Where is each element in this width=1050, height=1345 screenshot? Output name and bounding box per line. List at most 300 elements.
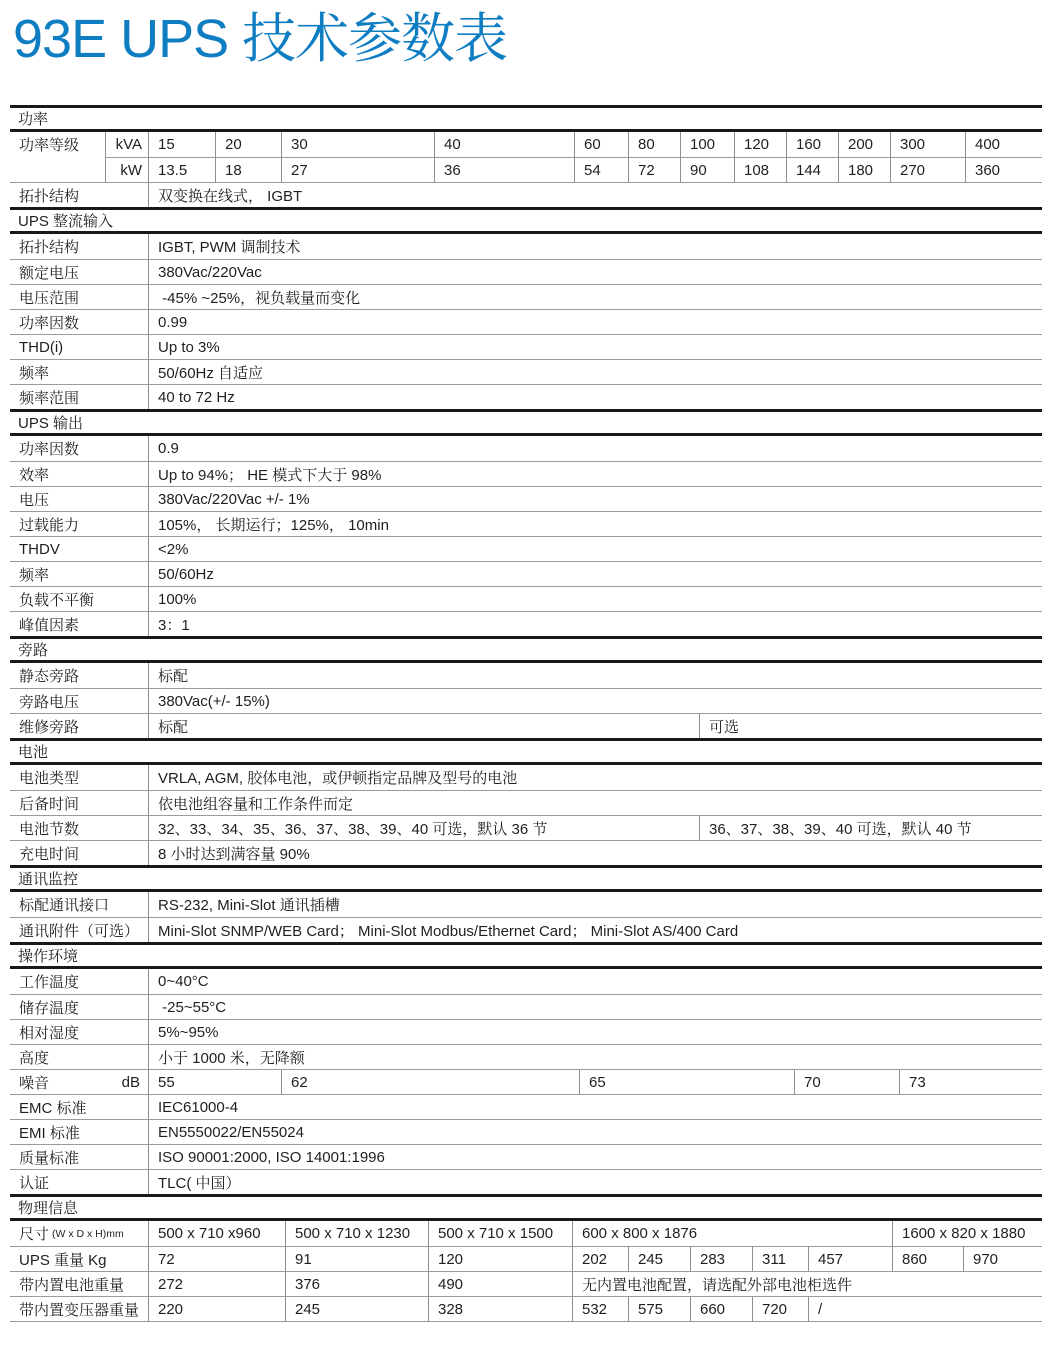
table-cell <box>215 157 281 182</box>
cell-text: IEC61000-4 <box>158 1098 239 1116</box>
table-row <box>10 284 1042 309</box>
cell-text: 质量标准 <box>19 1149 80 1167</box>
cell-text: IGBT, PWM 调制技术 <box>158 239 301 256</box>
section-header: 功率 <box>10 105 1042 132</box>
section-header: UPS 输出 <box>10 409 1042 436</box>
table-cell <box>148 384 1042 409</box>
table-row <box>10 892 1042 917</box>
table-row <box>10 1246 1042 1271</box>
table-cell <box>148 790 1042 815</box>
table-row <box>10 1044 1042 1069</box>
row-label <box>10 1069 148 1094</box>
cell-text: 600 x 800 x 1876 <box>582 1225 698 1242</box>
row-label <box>10 1246 148 1271</box>
row-label <box>10 840 148 865</box>
cell-text: 工作温度 <box>19 974 80 991</box>
table-section <box>10 738 1042 865</box>
table-row <box>10 815 1042 840</box>
section-header: 通讯监控 <box>10 865 1042 892</box>
table-row <box>10 536 1042 561</box>
table-cell <box>808 1296 1042 1321</box>
table-cell <box>892 1246 963 1271</box>
table-cell <box>680 157 734 182</box>
cell-text: 静态旁路 <box>19 668 80 685</box>
cell-text: 120 <box>438 1250 464 1268</box>
table-cell <box>808 1246 892 1271</box>
cell-text: 后备时间 <box>19 795 80 813</box>
table-cell <box>148 1271 285 1296</box>
row-label <box>10 486 148 511</box>
cell-text: 电池类型 <box>19 770 80 787</box>
cell-text: 双变换在线式， IGBT <box>158 187 303 205</box>
cell-text: 27 <box>291 161 308 179</box>
cell-text: 36 <box>444 161 461 179</box>
cell-text: 380Vac(+/- 15%) <box>158 692 270 710</box>
cell-text: 55 <box>158 1073 175 1091</box>
table-cell <box>963 1246 1042 1271</box>
table-cell <box>148 1069 281 1094</box>
table-cell <box>148 157 215 182</box>
cell-text: 电压 <box>19 491 50 509</box>
row-label <box>10 1271 148 1296</box>
cell-text: 245 <box>295 1300 321 1318</box>
cell-text: 依电池组容量和工作条件而定 <box>158 795 354 813</box>
row-label <box>10 1094 148 1119</box>
table-cell <box>699 815 1042 840</box>
table-cell <box>285 1296 428 1321</box>
table-row <box>10 1221 1042 1246</box>
row-label <box>10 309 148 334</box>
cell-text: 270 <box>900 161 926 179</box>
cell-text: -45% ~25%，视负载量而变化 <box>158 289 361 307</box>
table-cell <box>148 1094 1042 1119</box>
table-cell <box>148 1169 1042 1194</box>
cell-text: 32、33、34、35、36、37、38、39、40 可选，默认 36 节 <box>158 820 548 838</box>
cell-text: 旁路电压 <box>19 693 80 711</box>
cell-text: 3：1 <box>158 616 190 634</box>
cell-text: 120 <box>744 136 770 153</box>
cell-text: 490 <box>438 1275 464 1293</box>
cell-text: 充电时间 <box>19 845 80 863</box>
cell-text: 220 <box>158 1300 184 1318</box>
table-cell <box>890 157 965 182</box>
cell-text: 噪音 <box>19 1074 50 1092</box>
cell-text: 54 <box>584 161 601 179</box>
table-row <box>10 1069 1042 1094</box>
table-cell <box>690 1246 752 1271</box>
table-cell <box>838 132 890 157</box>
table-cell <box>734 132 786 157</box>
cell-text: 72 <box>158 1250 175 1268</box>
cell-text: 100 <box>690 136 716 153</box>
cell-text: 100% <box>158 590 197 608</box>
cell-text: 负载不平衡 <box>19 591 95 609</box>
table-row <box>10 1019 1042 1044</box>
cell-text: 90 <box>690 161 707 179</box>
cell-text: 532 <box>582 1300 608 1318</box>
table-section <box>10 105 1042 207</box>
cell-text: 20 <box>225 136 242 153</box>
table-row <box>10 359 1042 384</box>
cell-text: Mini-Slot SNMP/WEB Card； Mini-Slot Modbus/Ethernet Card； Mini-Slot AS/400 Card <box>158 922 739 940</box>
table-cell <box>148 765 1042 790</box>
cell-text: 频率范围 <box>19 389 80 407</box>
row-label <box>10 663 148 688</box>
row-label <box>10 969 148 994</box>
table-cell <box>690 1296 752 1321</box>
cell-text: 108 <box>744 161 770 179</box>
table-cell <box>794 1069 899 1094</box>
table-row <box>10 511 1042 536</box>
table-cell <box>899 1069 1042 1094</box>
table-cell <box>148 486 1042 511</box>
table-cell <box>148 1296 285 1321</box>
row-label <box>10 436 148 461</box>
cell-text: EN5550022/EN55024 <box>158 1123 304 1141</box>
spec-table <box>10 105 1042 1322</box>
cell-text: 5%~95% <box>158 1023 219 1041</box>
table-cell <box>148 561 1042 586</box>
table-cell <box>752 1246 808 1271</box>
table-row <box>10 436 1042 461</box>
table-section <box>10 409 1042 636</box>
row-label <box>10 611 148 636</box>
row-label <box>10 259 148 284</box>
cell-text: 带内置变压器重量 <box>19 1301 140 1319</box>
row-label <box>10 132 105 157</box>
cell-text: 功率等级 <box>19 137 80 154</box>
table-row <box>10 1119 1042 1144</box>
cell-text: 72 <box>638 161 655 179</box>
row-label <box>10 511 148 536</box>
row-label <box>10 765 148 790</box>
row-label <box>10 1221 148 1246</box>
table-row <box>10 132 1042 157</box>
cell-text: 尺寸 <box>19 1226 50 1243</box>
cell-text: 峰值因素 <box>19 616 80 634</box>
table-cell <box>680 132 734 157</box>
cell-text: 400 <box>975 136 1001 153</box>
table-cell <box>579 1069 794 1094</box>
cell-text: 80 <box>638 136 655 153</box>
table-cell <box>786 157 838 182</box>
cell-text: 拓扑结构 <box>19 239 80 256</box>
table-row <box>10 259 1042 284</box>
row-label <box>10 1019 148 1044</box>
cell-text: 效率 <box>19 466 50 484</box>
table-cell <box>428 1246 572 1271</box>
cell-text: THD(i) <box>19 338 64 356</box>
row-label <box>10 334 148 359</box>
table-section <box>10 1194 1042 1322</box>
table-row <box>10 486 1042 511</box>
cell-text: 65 <box>589 1073 606 1091</box>
table-cell <box>281 157 434 182</box>
table-cell <box>148 436 1042 461</box>
table-cell <box>434 132 574 157</box>
row-label <box>10 892 148 917</box>
cell-text: 283 <box>700 1250 726 1268</box>
cell-text: 970 <box>973 1250 999 1268</box>
cell-text: 30 <box>291 136 308 153</box>
table-cell <box>434 157 574 182</box>
cell-text: 860 <box>902 1250 928 1268</box>
table-cell <box>105 132 148 157</box>
table-row <box>10 1169 1042 1194</box>
row-label <box>10 815 148 840</box>
row-label <box>10 994 148 1019</box>
cell-text: 电池节数 <box>19 820 80 838</box>
cell-text: 频率 <box>19 566 50 584</box>
row-label <box>10 182 148 207</box>
cell-text: 0.99 <box>158 313 188 331</box>
table-cell <box>148 1019 1042 1044</box>
table-cell <box>281 132 434 157</box>
cell-text: Up to 3% <box>158 338 220 356</box>
table-row <box>10 969 1042 994</box>
cell-text: 可选 <box>709 718 740 736</box>
table-cell <box>428 1296 572 1321</box>
cell-text: kVA <box>115 136 142 153</box>
table-cell <box>285 1271 428 1296</box>
section-header: UPS 整流输入 <box>10 207 1042 234</box>
cell-text: Up to 94%； HE 模式下大于 98% <box>158 466 382 484</box>
page-title: 93E UPS 技术参数表 <box>13 9 508 69</box>
cell-text: 202 <box>582 1250 608 1268</box>
cell-text: 频率 <box>19 364 50 382</box>
cell-text: 无内置电池配置，请选配外部电池柜选件 <box>582 1276 853 1294</box>
table-row <box>10 765 1042 790</box>
table-cell <box>572 1246 628 1271</box>
cell-text: 500 x 710 x 1230 <box>295 1225 411 1242</box>
table-row <box>10 1296 1042 1321</box>
table-row <box>10 917 1042 942</box>
cell-text: 40 <box>444 136 461 153</box>
table-cell <box>148 892 1042 917</box>
row-label <box>10 384 148 409</box>
cell-text: 311 <box>762 1250 786 1268</box>
table-cell <box>148 688 1042 713</box>
table-cell <box>148 1119 1042 1144</box>
table-cell <box>148 132 215 157</box>
cell-text: 1600 x 820 x 1880 <box>902 1225 1026 1242</box>
cell-text: 拓扑结构 <box>19 187 80 205</box>
cell-text: 通讯附件（可选） <box>19 922 140 940</box>
table-cell <box>148 536 1042 561</box>
table-cell <box>148 461 1042 486</box>
cell-text: EMI 标准 <box>19 1124 80 1142</box>
cell-text: 高度 <box>19 1049 50 1067</box>
cell-text: 200 <box>848 136 874 153</box>
table-section <box>10 865 1042 942</box>
cell-text: 36、37、38、39、40 可选，默认 40 节 <box>709 820 972 838</box>
table-cell <box>148 611 1042 636</box>
row-label <box>10 790 148 815</box>
table-cell <box>628 157 680 182</box>
cell-text: 360 <box>975 161 1001 179</box>
row-label <box>10 461 148 486</box>
cell-text: 70 <box>804 1073 821 1091</box>
cell-text: TLC( 中国） <box>158 1174 241 1192</box>
cell-text: 50/60Hz 自适应 <box>158 364 264 382</box>
cell-unit: dB <box>121 1073 140 1091</box>
row-label <box>10 917 148 942</box>
table-cell <box>572 1296 628 1321</box>
table-row <box>10 157 1042 182</box>
cell-text: -25~55°C <box>158 998 227 1016</box>
table-row <box>10 713 1042 738</box>
cell-text: 电压范围 <box>19 289 80 307</box>
row-label <box>10 561 148 586</box>
table-cell <box>215 132 281 157</box>
cell-text: 60 <box>584 136 601 153</box>
table-section <box>10 636 1042 738</box>
table-row <box>10 384 1042 409</box>
cell-text: 功率因数 <box>19 441 80 458</box>
cell-text: 40 to 72 Hz <box>158 388 235 406</box>
cell-text: 328 <box>438 1300 464 1318</box>
table-cell <box>148 917 1042 942</box>
table-cell <box>734 157 786 182</box>
row-label <box>10 1169 148 1194</box>
table-cell <box>148 309 1042 334</box>
cell-text: 0~40°C <box>158 973 209 990</box>
cell-text: 91 <box>295 1250 312 1268</box>
table-row <box>10 688 1042 713</box>
row-label <box>10 284 148 309</box>
table-cell <box>148 1221 285 1246</box>
row-label <box>10 713 148 738</box>
table-section <box>10 942 1042 1194</box>
cell-text: 105%， 长期运行；125%， 10min <box>158 516 389 534</box>
cell-text: 272 <box>158 1275 184 1293</box>
table-cell <box>148 511 1042 536</box>
cell-text: <2% <box>158 540 189 558</box>
cell-text: UPS 重量 Kg <box>19 1251 107 1269</box>
cell-text: 认证 <box>19 1174 50 1192</box>
cell-text: 500 x 710 x 1500 <box>438 1225 554 1242</box>
table-row <box>10 663 1042 688</box>
cell-text: 380Vac/220Vac <box>158 263 262 281</box>
cell-text: 维修旁路 <box>19 718 80 736</box>
table-cell <box>148 663 1042 688</box>
cell-text: / <box>818 1300 823 1318</box>
table-cell <box>628 1296 690 1321</box>
cell-text: 储存温度 <box>19 999 80 1017</box>
row-label <box>10 359 148 384</box>
cell-text: 376 <box>295 1275 321 1293</box>
row-label <box>10 1044 148 1069</box>
table-row <box>10 1271 1042 1296</box>
row-label <box>10 157 105 182</box>
table-row <box>10 309 1042 334</box>
cell-text: VRLA, AGM, 胶体电池，或伊顿指定品牌及型号的电池 <box>158 770 518 787</box>
table-cell <box>148 815 699 840</box>
cell-text: 50/60Hz <box>158 565 214 583</box>
cell-text: 额定电压 <box>19 264 80 282</box>
table-cell <box>285 1221 428 1246</box>
table-cell <box>148 586 1042 611</box>
cell-text: THDV <box>19 540 60 558</box>
cell-subtext: (W x D x H)mm <box>52 1227 124 1240</box>
table-cell <box>148 969 1042 994</box>
cell-text: 160 <box>796 136 822 153</box>
cell-text: 过载能力 <box>19 516 80 534</box>
cell-text: 457 <box>818 1250 844 1268</box>
table-cell <box>574 132 628 157</box>
row-label <box>10 688 148 713</box>
cell-text: 小于 1000 米，无降额 <box>158 1049 305 1067</box>
cell-text: 相对湿度 <box>19 1024 80 1042</box>
table-cell <box>148 182 1042 207</box>
table-cell <box>148 284 1042 309</box>
table-row <box>10 790 1042 815</box>
table-cell <box>890 132 965 157</box>
cell-text: 300 <box>900 136 926 153</box>
row-label <box>10 586 148 611</box>
table-cell <box>148 1044 1042 1069</box>
cell-text: 8 小时达到满容量 90% <box>158 845 310 863</box>
table-cell <box>752 1296 808 1321</box>
cell-text: 18 <box>225 161 242 179</box>
table-cell <box>148 234 1042 259</box>
row-label <box>10 1119 148 1144</box>
section-header: 物理信息 <box>10 1194 1042 1221</box>
table-cell <box>892 1221 1042 1246</box>
table-cell <box>281 1069 579 1094</box>
table-row <box>10 334 1042 359</box>
table-cell <box>572 1221 892 1246</box>
table-row <box>10 994 1042 1019</box>
table-cell <box>786 132 838 157</box>
cell-text: 660 <box>700 1300 726 1318</box>
table-cell <box>148 334 1042 359</box>
row-label <box>10 536 148 561</box>
cell-text: EMC 标准 <box>19 1099 87 1117</box>
table-cell <box>148 1144 1042 1169</box>
cell-text: 标配 <box>158 668 189 685</box>
cell-text: 62 <box>291 1073 308 1091</box>
row-label <box>10 1144 148 1169</box>
table-cell <box>838 157 890 182</box>
cell-text: 180 <box>848 161 874 179</box>
table-row <box>10 1094 1042 1119</box>
cell-text: 245 <box>638 1250 664 1268</box>
table-cell <box>628 132 680 157</box>
table-cell <box>574 157 628 182</box>
cell-text: 144 <box>796 161 822 179</box>
cell-text: 0.9 <box>158 440 179 457</box>
cell-text: 500 x 710 x960 <box>158 1225 261 1242</box>
cell-text: 功率因数 <box>19 314 80 332</box>
table-cell <box>965 157 1042 182</box>
table-cell <box>965 132 1042 157</box>
table-row <box>10 611 1042 636</box>
table-cell <box>148 840 1042 865</box>
cell-text: 标配通讯接口 <box>19 897 110 914</box>
table-cell <box>148 1246 285 1271</box>
cell-text: 575 <box>638 1300 664 1318</box>
table-row <box>10 234 1042 259</box>
cell-text: 73 <box>909 1073 926 1091</box>
cell-text: ISO 90001:2000, ISO 14001:1996 <box>158 1148 385 1166</box>
table-cell <box>699 713 1042 738</box>
section-header: 旁路 <box>10 636 1042 663</box>
table-cell <box>148 359 1042 384</box>
row-label <box>10 1296 148 1321</box>
table-cell <box>105 157 148 182</box>
cell-text: 380Vac/220Vac +/- 1% <box>158 490 310 508</box>
